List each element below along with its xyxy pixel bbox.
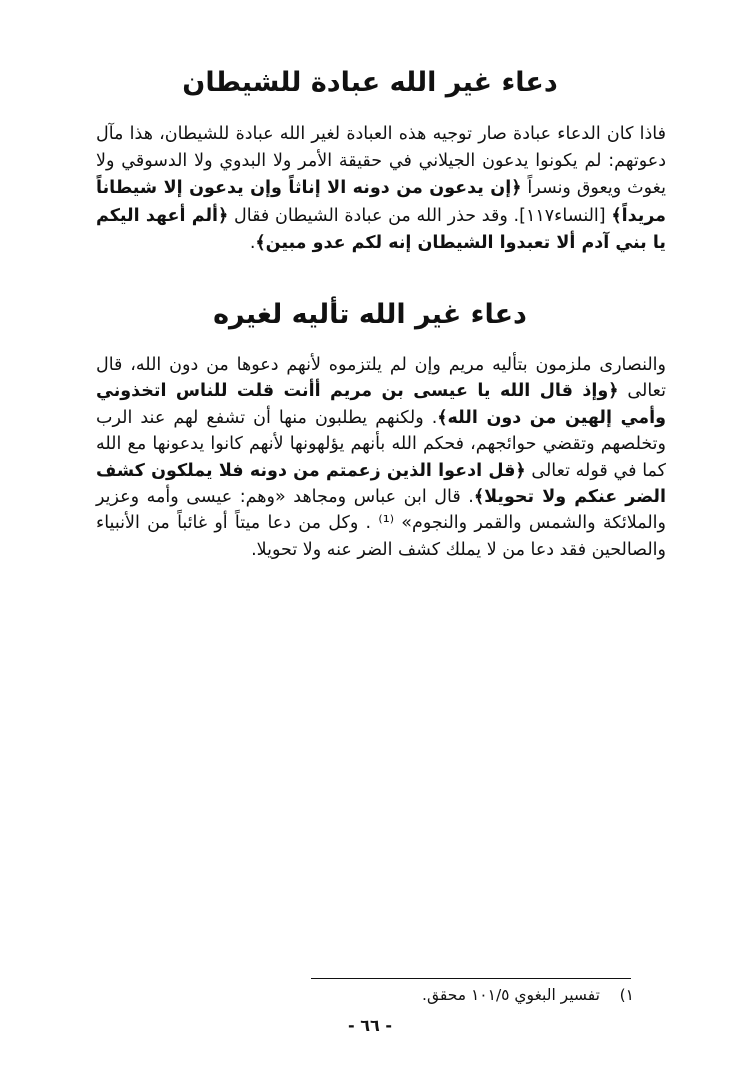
section-heading-1: دعاء غير الله عبادة للشيطان bbox=[182, 67, 558, 98]
paragraph-1-run: [النساء١١٧]. وقد حذر الله من عبادة الشيطان فقال bbox=[228, 205, 612, 226]
quran-quote: ﴿إن يدعون من دونه الا إناثاً وإن يدعون إلا شيطاناً مريداً﴾ bbox=[96, 178, 666, 226]
footnote-marker: ١) bbox=[619, 986, 634, 1004]
footnote-divider bbox=[311, 978, 631, 979]
paragraph-2-run: . قال ابن عباس ومجاهد «وهم: عيسى وأمه وعزير والملائكة والشمس والقمر والنجوم» ⁽¹⁾ . وكل من دعا ميتاً أو غائباً من الأنبياء والصالحين فقد دعا من لا يملك كشف الضر عنه ولا تحويلا. bbox=[96, 487, 666, 560]
paragraph-2-run: . ولكنهم يطلبون منها أن تشفع لهم عند الرب وتخلصهم وتقضي حوائجهم، فحكم الله بأنهم يؤلهونها لأنهم كانوا يدعونها مع الله كما في قوله تعالى bbox=[96, 407, 666, 481]
page-number: - ٦٦ - bbox=[348, 1016, 392, 1035]
section-heading-2: دعاء غير الله تأليه لغيره bbox=[213, 299, 527, 330]
footnote bbox=[422, 984, 634, 1006]
quran-quote: ﴿قل ادعوا الذين زعمتم من دونه فلا يملكون كشف الضر عنكم ولا تحويلا﴾ bbox=[96, 460, 667, 508]
paragraph-2 bbox=[96, 352, 666, 563]
paragraph-1 bbox=[96, 121, 666, 257]
paragraph-2-run: والنصارى ملزمون بتأليه مريم وإن لم يلتزموه لأنهم دعوها من دون الله، قال تعالى bbox=[96, 355, 666, 402]
paragraph-1-run: فاذا كان الدعاء عبادة صار توجيه هذه العبادة لغير الله عبادة للشيطان، هذا مآل دعوتهم: لم يكونوا يدعون الجيلاني في حقيقة الأمر ولا البدوي ولا الدسوقي ولا يغوث ويعوق ونسراً bbox=[96, 124, 666, 199]
quran-quote: ﴿ألم أعهد اليكم يا بني آدم ألا تعبدوا الشيطان إنه لكم عدو مبين﴾ bbox=[96, 205, 666, 253]
quran-quote: ﴿وإذ قال الله يا عيسى بن مريم أأنت قلت للناس اتخذوني وأمي إلهين من دون الله﴾ bbox=[96, 381, 666, 428]
paragraph-1-run: . bbox=[249, 232, 256, 253]
footnote-text: تفسير البغوي ١٠١/٥ محقق. bbox=[422, 986, 600, 1004]
